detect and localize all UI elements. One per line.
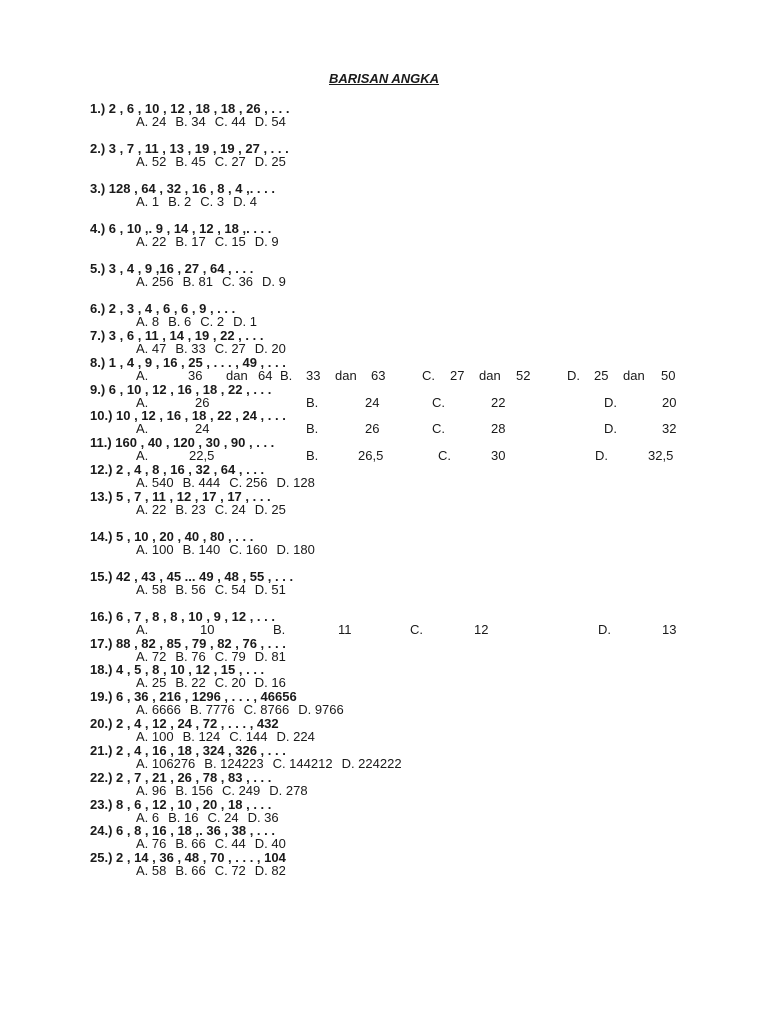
- answer-option: C. 54: [214, 582, 246, 597]
- answer-options-4: [136, 234, 279, 249]
- answer-option: B. 23: [175, 502, 206, 517]
- answer-option-token: A.: [136, 448, 149, 463]
- question-5: 5.) 3 , 4 , 9 ,16 , 27 , 64 , . . .: [90, 261, 254, 276]
- answer-option: A. 256: [136, 274, 174, 289]
- answer-option: C. 256: [229, 475, 268, 490]
- question-16: 16.) 6 , 7 , 8 , 8 , 10 , 9 , 12 , . . .: [90, 609, 275, 624]
- answer-option: B. 16: [168, 810, 199, 825]
- answer-option-token: 28: [491, 421, 506, 436]
- answer-option: C. 79: [214, 649, 246, 664]
- answer-option: D. 9: [262, 274, 286, 289]
- question-25: 25.) 2 , 14 , 36 , 48 , 70 , . . . , 104: [90, 850, 286, 865]
- answer-option: C. 144212: [272, 756, 333, 771]
- question-24: 24.) 6 , 8 , 16 , 18 ,. 36 , 38 , . . .: [90, 823, 275, 838]
- answer-option: B. 76: [175, 649, 206, 664]
- question-2: 2.) 3 , 7 , 11 , 13 , 19 , 19 , 27 , . . .: [90, 141, 289, 156]
- answer-option: D. 224: [276, 729, 315, 744]
- answer-option-token: C.: [410, 622, 423, 637]
- answer-option: A. 47: [136, 341, 167, 356]
- answer-option-token: 64: [258, 368, 273, 383]
- answer-option-token: 33: [306, 368, 321, 383]
- answer-option: A. 100: [136, 542, 174, 557]
- question-1: 1.) 2 , 6 , 10 , 12 , 18 , 18 , 26 , . . .: [90, 101, 290, 116]
- answer-option-token: 26: [365, 421, 380, 436]
- answer-options-19: [136, 702, 344, 717]
- answer-option: D. 36: [247, 810, 279, 825]
- answer-option: C. 249: [221, 783, 261, 798]
- answer-option-token: A.: [136, 368, 149, 383]
- answer-option: A. 25: [136, 675, 167, 690]
- answer-option: D. 9: [254, 234, 279, 249]
- answer-option: A. 106276: [136, 756, 196, 771]
- answer-option: B. 33: [175, 341, 206, 356]
- answer-option-token: 12: [474, 622, 489, 637]
- answer-option-token: dan: [335, 368, 357, 383]
- answer-option-token: B.: [273, 622, 286, 637]
- answer-options-18: [136, 675, 286, 690]
- answer-option-token: D.: [595, 448, 608, 463]
- question-19: 19.) 6 , 36 , 216 , 1296 , . . . , 46656: [90, 689, 297, 704]
- question-14: 14.) 5 , 10 , 20 , 40 , 80 , . . .: [90, 529, 254, 544]
- answer-option: A. 52: [136, 154, 167, 169]
- answer-option-token: B.: [306, 448, 319, 463]
- answer-options-1: [136, 114, 286, 129]
- question-23: 23.) 8 , 6 , 12 , 10 , 20 , 18 , . . .: [90, 797, 272, 812]
- answer-option: D. 40: [254, 836, 286, 851]
- answer-options-3: [136, 194, 257, 209]
- answer-option: B. 140: [182, 542, 221, 557]
- answer-option-token: dan: [226, 368, 248, 383]
- answer-option: C. 44: [214, 836, 246, 851]
- question-22: 22.) 2 , 7 , 21 , 26 , 78 , 83 , . . .: [90, 770, 272, 785]
- answer-option-token: 32,5: [648, 448, 674, 463]
- answer-option: A. 100: [136, 729, 174, 744]
- answer-option-token: D.: [604, 395, 617, 410]
- answer-option: B. 7776: [189, 702, 235, 717]
- answer-option: C. 72: [214, 863, 246, 878]
- answer-option: D. 180: [276, 542, 315, 557]
- answer-option: A. 6: [136, 810, 160, 825]
- answer-option-token: 24: [365, 395, 380, 410]
- answer-option: C. 44: [214, 114, 246, 129]
- answer-option-token: B.: [280, 368, 293, 383]
- answer-option: D. 9766: [298, 702, 344, 717]
- answer-option-token: 26: [195, 395, 210, 410]
- answer-option-token: 63: [371, 368, 386, 383]
- answer-option: D. 81: [254, 649, 286, 664]
- answer-option-token: 22: [491, 395, 506, 410]
- answer-option: C. 24: [214, 502, 246, 517]
- answer-option: A. 58: [136, 863, 167, 878]
- answer-option: C. 3: [200, 194, 225, 209]
- answer-option-token: 10: [200, 622, 215, 637]
- answer-options-2: [136, 154, 286, 169]
- answer-options-6: [136, 314, 257, 329]
- answer-options-20: [136, 729, 315, 744]
- answer-option: D. 1: [233, 314, 257, 329]
- answer-options-21: [136, 756, 402, 771]
- answer-option: A. 76: [136, 836, 167, 851]
- answer-option-token: 20: [662, 395, 677, 410]
- answer-option: B. 2: [168, 194, 192, 209]
- answer-option: D. 51: [254, 582, 286, 597]
- answer-option: A. 96: [136, 783, 167, 798]
- answer-options-7: [136, 341, 286, 356]
- answer-option: A. 22: [136, 502, 167, 517]
- answer-option: B. 81: [182, 274, 213, 289]
- answer-option-token: A.: [136, 395, 149, 410]
- answer-option: D. 20: [254, 341, 286, 356]
- answer-option-token: 52: [516, 368, 531, 383]
- answer-option: A. 24: [136, 114, 167, 129]
- question-10: 10.) 10 , 12 , 16 , 18 , 22 , 24 , . . .: [90, 408, 286, 423]
- answer-options-15: [136, 582, 286, 597]
- answer-option-token: 13: [662, 622, 677, 637]
- answer-option: D. 25: [254, 154, 286, 169]
- question-11: 11.) 160 , 40 , 120 , 30 , 90 , . . .: [90, 435, 275, 450]
- answer-option: D. 278: [269, 783, 308, 798]
- answer-option-token: 27: [450, 368, 465, 383]
- answer-option: D. 54: [254, 114, 286, 129]
- answer-option-token: 36: [188, 368, 203, 383]
- answer-option-token: A.: [136, 622, 149, 637]
- question-3: 3.) 128 , 64 , 32 , 16 , 8 , 4 ,. . . .: [90, 181, 275, 196]
- answer-option: A. 22: [136, 234, 167, 249]
- answer-option: D. 224222: [341, 756, 402, 771]
- answer-option: A. 540: [136, 475, 174, 490]
- answer-option: B. 156: [175, 783, 213, 798]
- answer-option-token: B.: [306, 395, 319, 410]
- question-21: 21.) 2 , 4 , 16 , 18 , 324 , 326 , . . .: [90, 743, 286, 758]
- answer-option: B. 66: [175, 863, 206, 878]
- answer-option: B. 6: [168, 314, 192, 329]
- question-12: 12.) 2 , 4 , 8 , 16 , 32 , 64 , . . .: [90, 462, 265, 477]
- question-18: 18.) 4 , 5 , 8 , 10 , 12 , 15 , . . .: [90, 662, 265, 677]
- question-4: 4.) 6 , 10 ,. 9 , 14 , 12 , 18 ,. . . .: [90, 221, 272, 236]
- answer-option: C. 8766: [243, 702, 290, 717]
- question-17: 17.) 88 , 82 , 85 , 79 , 82 , 76 , . . .: [90, 636, 286, 651]
- answer-option: A. 1: [136, 194, 160, 209]
- answer-options-14: [136, 542, 315, 557]
- answer-option-token: C.: [432, 395, 445, 410]
- answer-option: C. 160: [229, 542, 268, 557]
- question-20: 20.) 2 , 4 , 12 , 24 , 72 , . . . , 432: [90, 716, 279, 731]
- answer-option-token: C.: [422, 368, 435, 383]
- answer-option: D. 16: [254, 675, 286, 690]
- question-7: 7.) 3 , 6 , 11 , 14 , 19 , 22 , . . .: [90, 328, 264, 343]
- answer-option: B. 34: [175, 114, 206, 129]
- answer-option: D. 4: [233, 194, 257, 209]
- answer-options-13: [136, 502, 286, 517]
- question-9: 9.) 6 , 10 , 12 , 16 , 18 , 22 , . . .: [90, 382, 272, 397]
- answer-option: B. 56: [175, 582, 206, 597]
- answer-options-22: [136, 783, 308, 798]
- page-title: BARISAN ANGKA: [328, 71, 440, 86]
- answer-option: B. 45: [175, 154, 206, 169]
- answer-option: B. 124: [182, 729, 221, 744]
- answer-options-12: [136, 475, 315, 490]
- question-6: 6.) 2 , 3 , 4 , 6 , 6 , 9 , . . .: [90, 301, 236, 316]
- answer-option: B. 22: [175, 675, 206, 690]
- answer-option: A. 6666: [136, 702, 181, 717]
- question-8: 8.) 1 , 4 , 9 , 16 , 25 , . . . , 49 , . . .: [90, 355, 286, 370]
- answer-option-token: B.: [306, 421, 319, 436]
- answer-option-token: dan: [623, 368, 645, 383]
- answer-option: A. 72: [136, 649, 167, 664]
- answer-option: B. 444: [182, 475, 221, 490]
- answer-options-5: [136, 274, 286, 289]
- question-13: 13.) 5 , 7 , 11 , 12 , 17 , 17 , . . .: [90, 489, 271, 504]
- answer-option-token: C.: [432, 421, 445, 436]
- answer-option-token: 24: [195, 421, 210, 436]
- answer-option: D. 128: [276, 475, 315, 490]
- answer-option: D. 25: [254, 502, 286, 517]
- question-15: 15.) 42 , 43 , 45 ... 49 , 48 , 55 , . . .: [90, 569, 294, 584]
- answer-option: C. 15: [214, 234, 246, 249]
- answer-option-token: 25: [594, 368, 609, 383]
- answer-option: C. 36: [221, 274, 254, 289]
- answer-option-token: 22,5: [189, 448, 215, 463]
- answer-option: C. 27: [214, 154, 246, 169]
- answer-option-token: C.: [438, 448, 451, 463]
- answer-option-token: dan: [479, 368, 501, 383]
- answer-options-24: [136, 836, 286, 851]
- answer-option: C. 2: [200, 314, 225, 329]
- answer-options-25: [136, 863, 286, 878]
- answer-option: C. 20: [214, 675, 246, 690]
- answer-option: C. 24: [207, 810, 239, 825]
- answer-option: B. 66: [175, 836, 206, 851]
- answer-option-token: 11: [338, 622, 352, 637]
- answer-option: C. 144: [229, 729, 268, 744]
- answer-option-token: A.: [136, 421, 149, 436]
- answer-option-token: 30: [491, 448, 506, 463]
- answer-option: B. 17: [175, 234, 206, 249]
- answer-option: A. 58: [136, 582, 167, 597]
- answer-option-token: D.: [598, 622, 611, 637]
- answer-option-token: 50: [661, 368, 676, 383]
- answer-option: D. 82: [254, 863, 286, 878]
- answer-option: C. 27: [214, 341, 246, 356]
- answer-option: B. 124223: [204, 756, 264, 771]
- answer-option-token: D.: [567, 368, 580, 383]
- answer-option-token: D.: [604, 421, 617, 436]
- answer-option-token: 32: [662, 421, 677, 436]
- answer-option-token: 26,5: [358, 448, 384, 463]
- answer-option: A. 8: [136, 314, 160, 329]
